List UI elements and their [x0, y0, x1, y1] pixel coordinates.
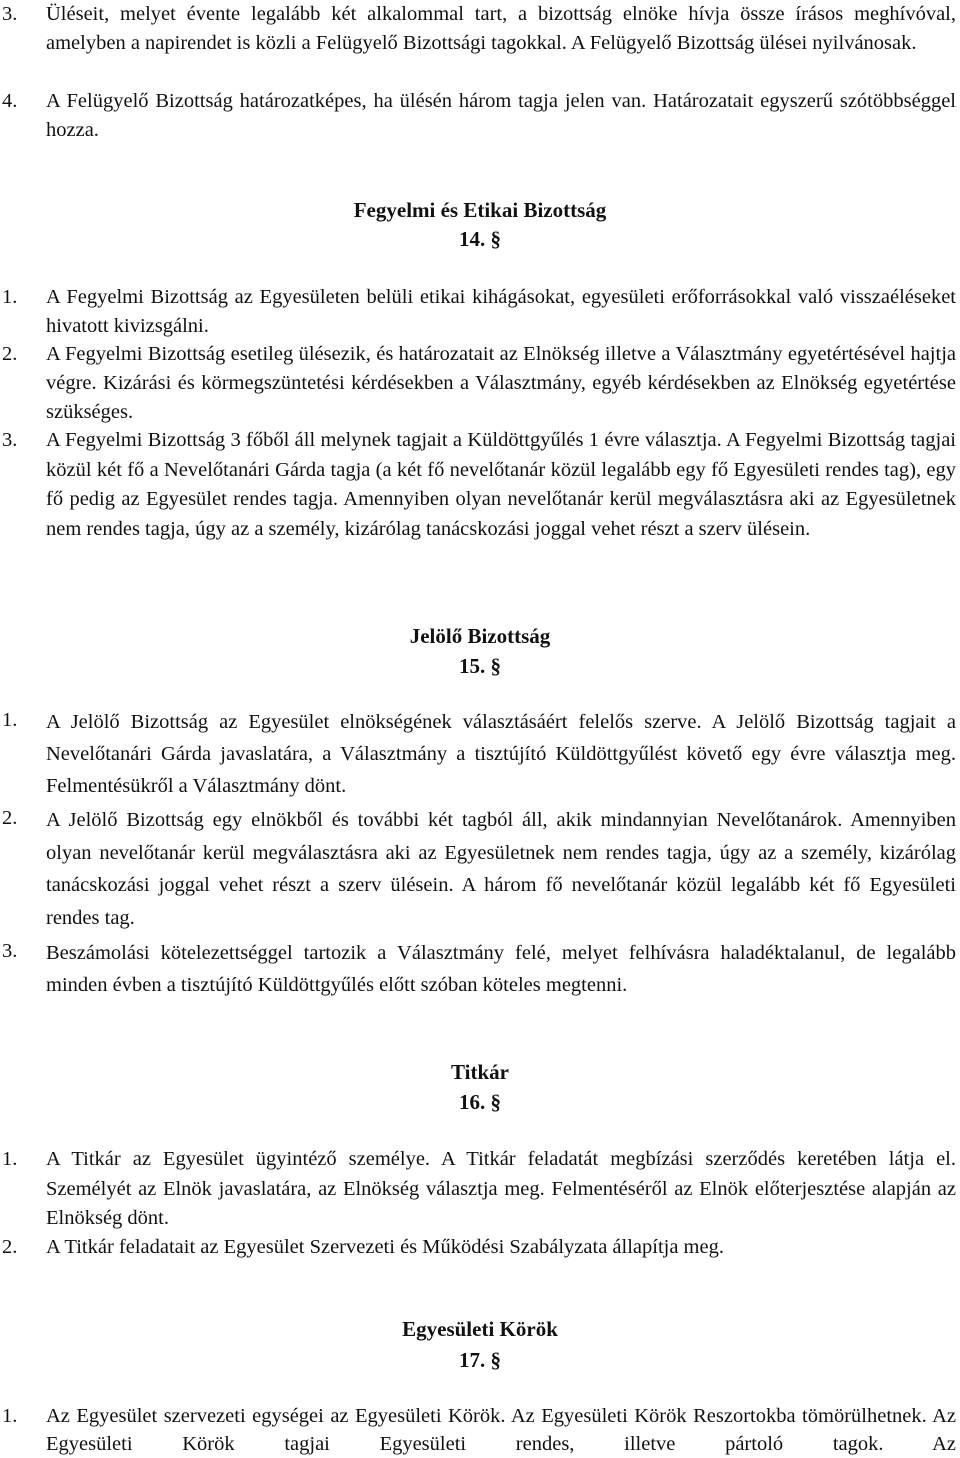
section-heading-fegyelmi: Fegyelmi és Etikai Bizottság — [353, 198, 607, 222]
section-heading-titkar: Titkár — [451, 1060, 509, 1084]
item-text: A Felügyelő Bizottság határozatképes, ha ülésén három tagja jelen van. Határozatait egyszerű szótöbbséggel hozza. — [46, 90, 956, 141]
item-number: 3. — [2, 3, 18, 25]
section-number: 14. § — [459, 227, 501, 251]
item-text: A Titkár feladatait az Egyesület Szervezeti és Működési Szabályzata állapítja meg. — [46, 1236, 724, 1258]
list-item — [0, 283, 956, 341]
list-item — [0, 804, 956, 934]
section-heading-jelolo: Jelölő Bizottság — [409, 624, 551, 648]
item-number: 1. — [2, 709, 18, 731]
list-item — [0, 937, 956, 1001]
list-item — [0, 87, 956, 145]
section-number: 16. § — [459, 1090, 501, 1114]
item-text: Beszámolási kötelezettséggel tartozik a Választmány felé, melyet felhívásra haladéktalanul, de legalább minden évben a tisztújító Küldöttgyűlés előtt szóban köteles megtenni. — [46, 942, 956, 996]
item-text: A Jelölő Bizottság az Egyesület elnökségének választásáért felelős szerve. A Jelölő Bizottság tagjait a Nevelőtanári Gárda javaslatára, a Választmány a tisztújító Küldöttgyűlést követő egy évre választja meg. Felmentésükről a Választmány dönt. — [46, 711, 956, 797]
item-text: Üléseit, melyet évente legalább két alkalommal tart, a bizottság elnöke hívja össze írásos meghívóval, amelyben a napirendet is közli a Felügyelő Bizottsági tagokkal. A Felügyelő Bizottság ülései nyilvánosak. — [46, 3, 956, 54]
item-text: A Fegyelmi Bizottság az Egyesületen belüli etikai kihágásokat, egyesületi erőforrásokkal való visszaéléseket hivatott kivizsgálni. — [46, 286, 956, 337]
section-number: 17. § — [459, 1348, 501, 1372]
item-text: A Fegyelmi Bizottság esetileg ülésezik, és határozatait az Elnökség illetve a Választmány egyetértésével hajtja végre. Kizárási és körmegszüntetési kérdésekben a Választmány, egyéb kérdésekben az Elnökség egyetértése szükséges. — [46, 343, 956, 423]
item-number: 3. — [2, 429, 18, 451]
item-text: A Jelölő Bizottság egy elnökből és további két tagból áll, akik mindannyian Nevelőtanárok. Amennyiben olyan nevelőtanár kerül megválasztásra aki az Egyesületnek nem rendes tagja, úgy az a személy, kizárólag tanácskozási joggal vehet részt a szerv ülésein. A három fő nevelőtanár közül legalább két fő Egyesületi rendes tag. — [46, 809, 956, 929]
item-number: 4. — [2, 90, 18, 112]
item-number: 3. — [2, 940, 18, 962]
item-number: 1. — [2, 286, 18, 308]
item-number: 2. — [2, 1236, 18, 1258]
item-number: 1. — [2, 1405, 18, 1427]
section-heading-korok: Egyesületi Körök — [402, 1317, 558, 1341]
list-item — [0, 1145, 956, 1234]
item-number: 1. — [2, 1148, 18, 1170]
section-number: 15. § — [459, 654, 501, 678]
list-item — [0, 1402, 956, 1458]
item-number: 2. — [2, 343, 18, 365]
item-text: A Fegyelmi Bizottság 3 főből áll melynek tagjait a Küldöttgyűlés 1 évre választja. A Fegyelmi Bizottság tagjai közül két fő a Nevelőtanári Gárda tagja (a két fő nevelőtanár közül legalább egy fő Egyesületi rendes tag), egy fő pedig az Egyesület rendes tagja. Amennyiben olyan nevelőtanár kerül megválasztásra aki az Egyesületnek nem rendes tagja, úgy az a személy, kizárólag tanácskozási joggal vehet részt a szerv ülésein. — [46, 429, 956, 540]
list-item — [0, 340, 956, 427]
list-item — [0, 0, 956, 58]
list-item — [0, 426, 956, 544]
item-number: 2. — [2, 807, 18, 829]
item-text: Az Egyesület szervezeti egységei az Egyesületi Körök. Az Egyesületi Körök Reszortokba tömörülhetnek. Az Egyesületi Körök tagjai Egyesületi rendes, illetve pártoló tagok. Az — [46, 1405, 956, 1455]
list-item — [0, 706, 956, 802]
list-item — [0, 1233, 956, 1262]
item-text: A Titkár az Egyesület ügyintéző személye. A Titkár feladatát megbízási szerződés keretében látja el. Személyét az Elnök javaslatára, az Elnökség választja meg. Felmentéséről az Elnök előterjesztése alapján az Elnökség dönt. — [46, 1148, 956, 1229]
